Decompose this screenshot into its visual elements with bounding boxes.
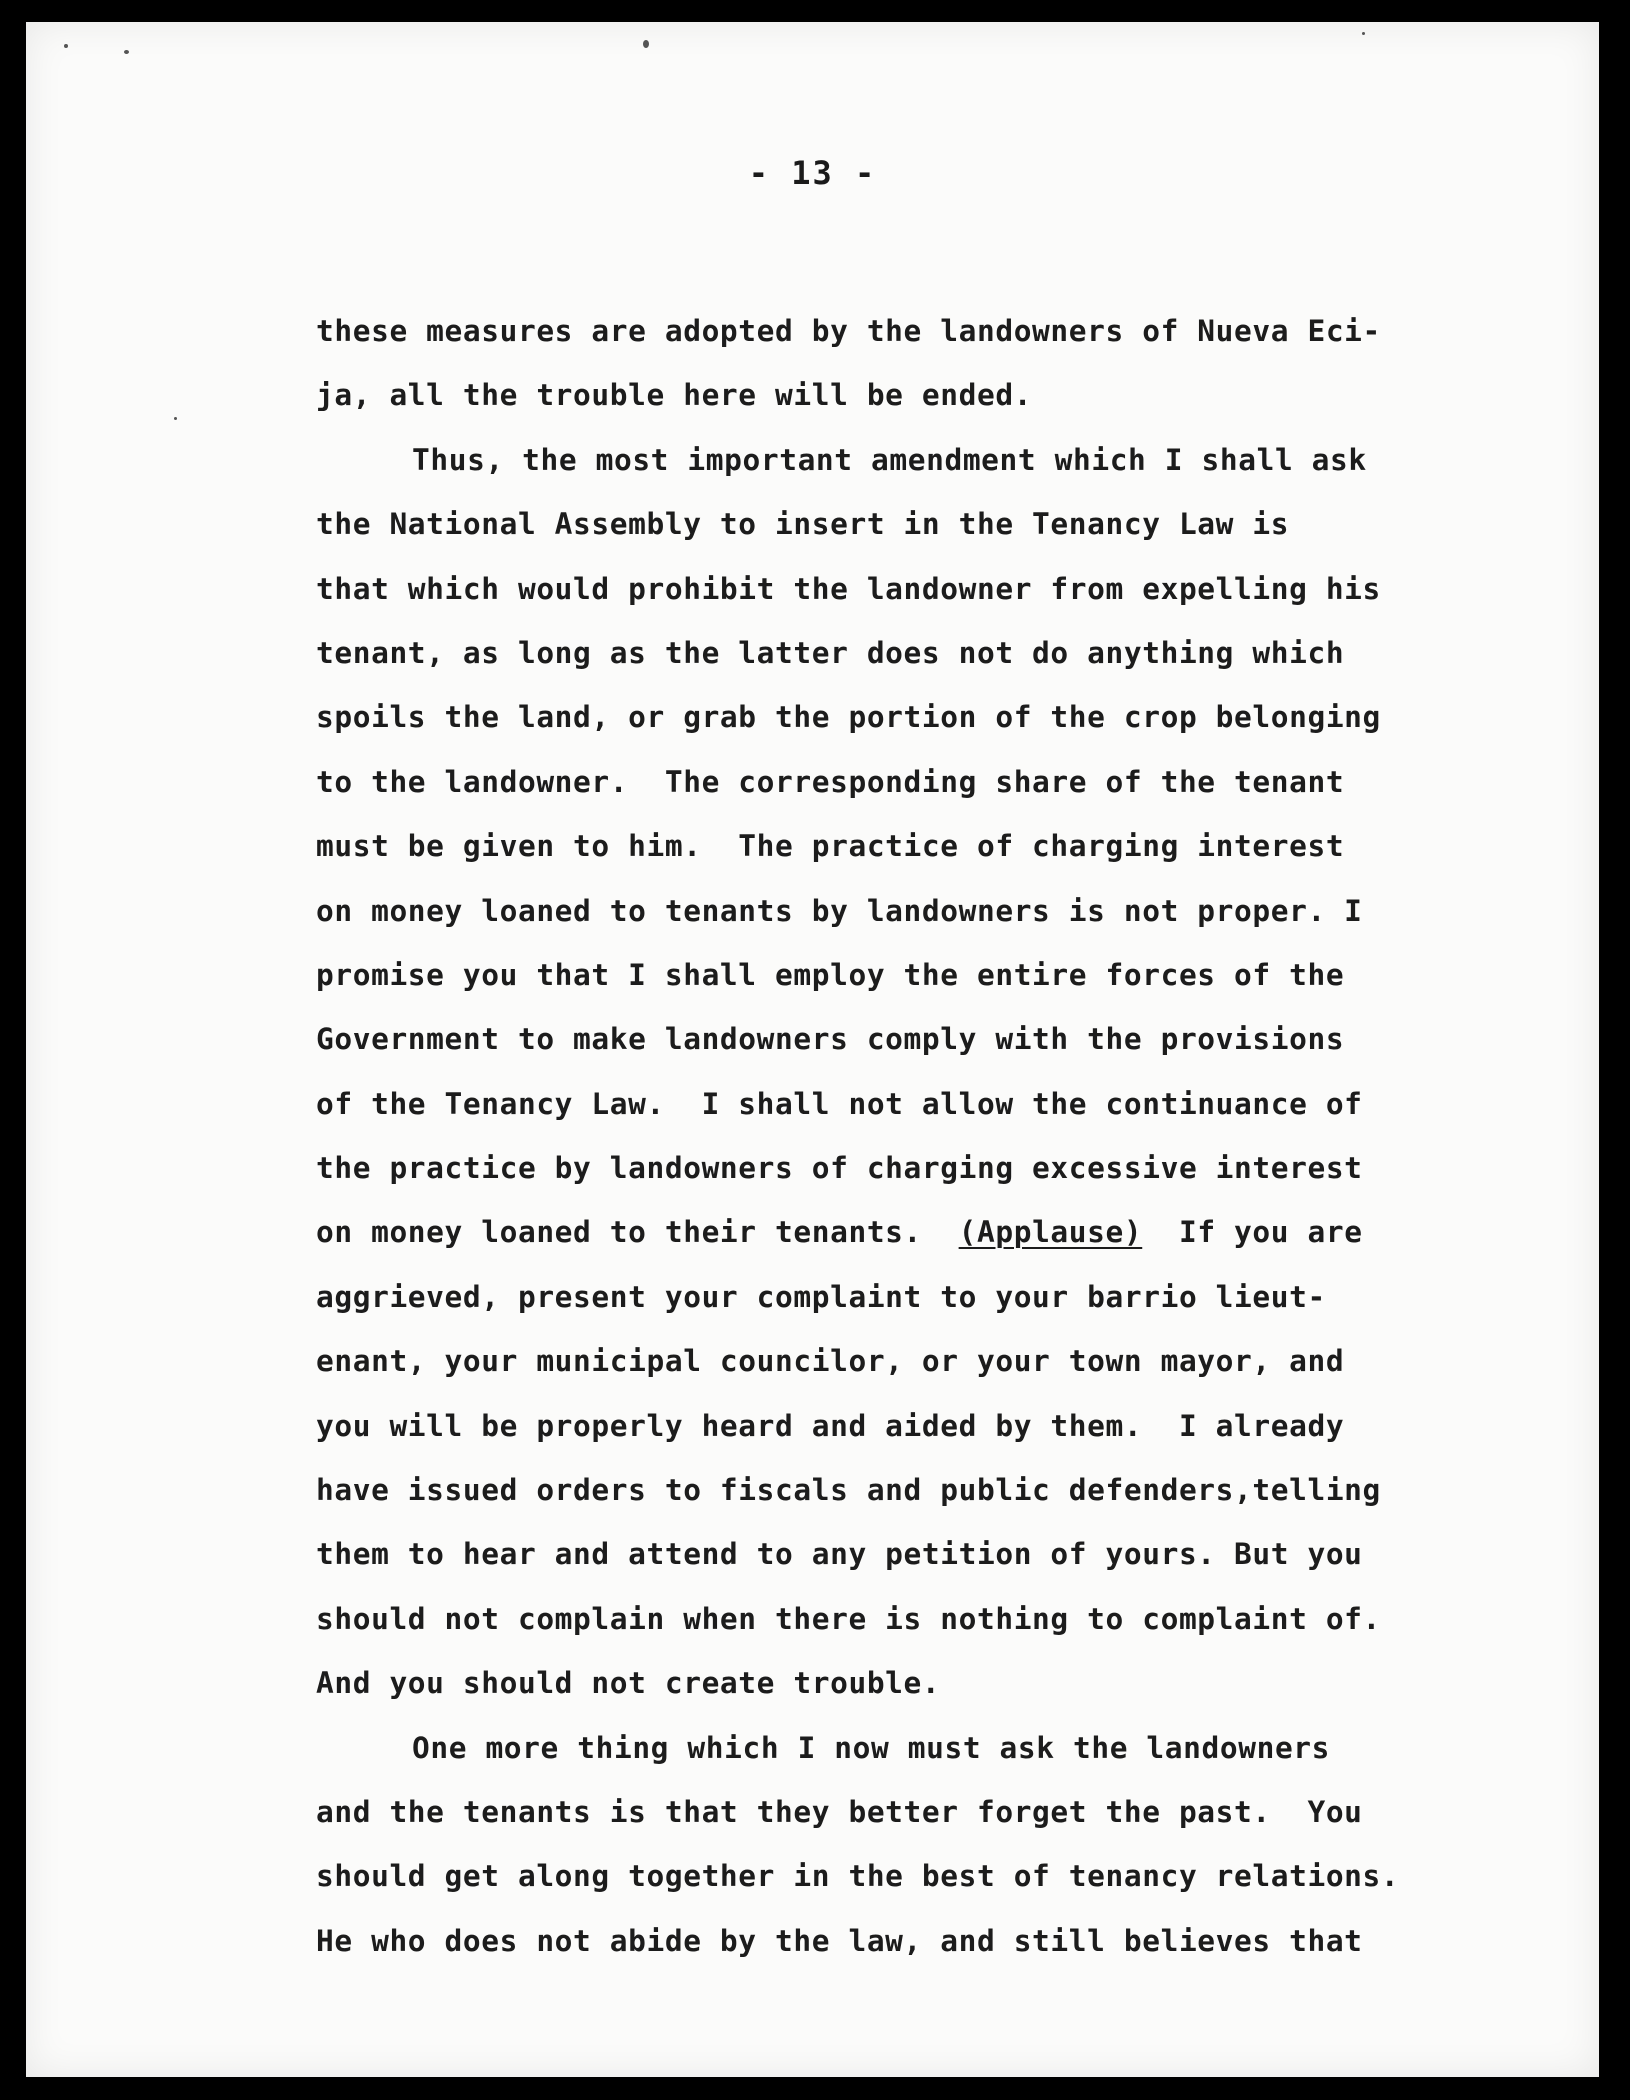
text-line: and the tenants is that they better forget the past. You: [316, 1794, 1363, 1829]
text-line: promise you that I shall employ the entire forces of the: [316, 957, 1345, 992]
text-line: aggrieved, present your complaint to your barrio lieut-: [316, 1279, 1326, 1314]
text-line: ja, all the trouble here will be ended.: [316, 378, 1033, 413]
text-line: on money loaned to tenants by landowners is not proper. I: [316, 893, 1363, 928]
scan-speck: [64, 44, 68, 48]
text-line: have issued orders to fiscals and public defenders,telling: [316, 1473, 1381, 1508]
text-line: He who does not abide by the law, and still believes that: [316, 1923, 1363, 1958]
text-line: Government to make landowners comply with the provisions: [316, 1022, 1345, 1057]
scan-speck: [124, 50, 129, 54]
text-line: you will be properly heard and aided by them. I already: [316, 1408, 1345, 1443]
body-text: [316, 299, 1496, 1973]
text-line: enant, your municipal councilor, or your town mayor, and: [316, 1344, 1345, 1379]
text-segment: If you are: [1142, 1215, 1363, 1250]
scan-speck: [1362, 32, 1365, 35]
text-segment: on money loaned to their tenants.: [316, 1215, 959, 1250]
scan-speck: [643, 40, 649, 48]
text-line-with-applause: [316, 1200, 1496, 1264]
text-line: to the landowner. The corresponding share of the tenant: [316, 764, 1345, 799]
text-line: should not complain when there is nothing to complaint of.: [316, 1601, 1381, 1636]
applause-note: (Applause): [958, 1215, 1143, 1250]
document-page: [26, 22, 1599, 2077]
text-line: these measures are adopted by the landowners of Nueva Eci-: [316, 314, 1381, 348]
text-line: should get along together in the best of tenancy relations.: [316, 1859, 1400, 1894]
text-line: spoils the land, or grab the portion of the crop belonging: [316, 700, 1381, 735]
page-number: - 13 -: [748, 154, 877, 192]
text-line: them to hear and attend to any petition of yours. But you: [316, 1537, 1363, 1572]
text-line: tenant, as long as the latter does not do anything which: [316, 635, 1345, 670]
paragraph-start-line: One more thing which I now must ask the landowners: [412, 1730, 1331, 1765]
text-line: of the Tenancy Law. I shall not allow the continuance of: [316, 1086, 1363, 1121]
scan-speck: [174, 417, 177, 420]
text-line: that which would prohibit the landowner from expelling his: [316, 571, 1381, 606]
text-line: the practice by landowners of charging excessive interest: [316, 1151, 1363, 1186]
text-line: And you should not create trouble.: [316, 1666, 941, 1701]
text-line: the National Assembly to insert in the Tenancy Law is: [316, 507, 1290, 542]
text-line: must be given to him. The practice of charging interest: [316, 829, 1345, 864]
paragraph-start-line: Thus, the most important amendment which I shall ask: [412, 442, 1367, 477]
